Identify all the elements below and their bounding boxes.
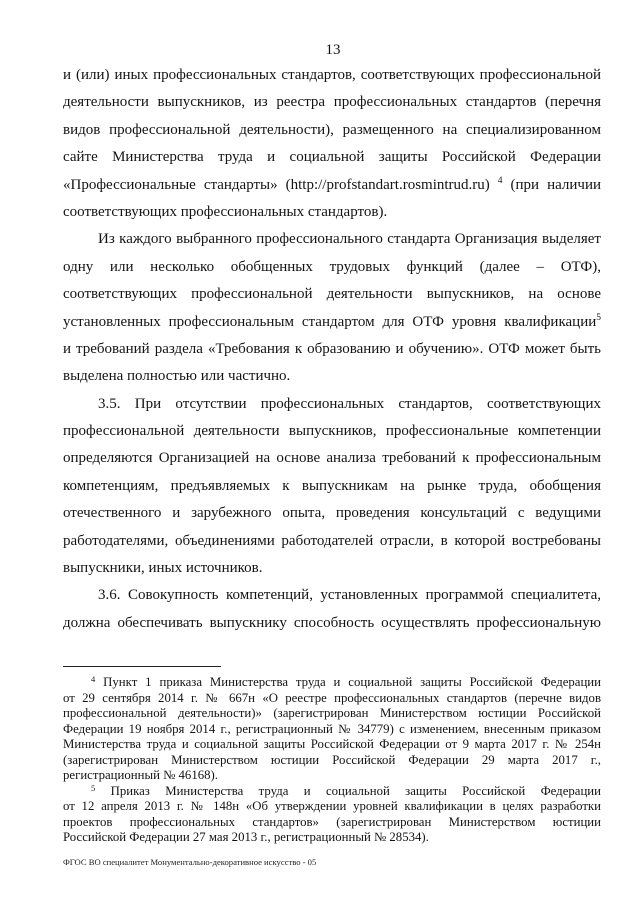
footnote-line: от 29 сентября 2014 г. № 667н «О реестре профессиональных стандартов (перечне видов [63, 690, 601, 705]
footnote [63, 675, 601, 784]
paragraph [63, 391, 601, 583]
text-segment: установленных профессиональным стандартом для ОТФ уровня квалификации [63, 313, 597, 330]
footnote-line: от 12 апреля 2013 г. № 148н «Об утверждении уровней квалификации в целях разработки [63, 799, 601, 814]
text-segment: «Профессиональные стандарты» (http://profstandart.rosmintrud.ru) [63, 176, 490, 193]
page-number: 13 [325, 42, 341, 58]
text-line: работодателями, объединениями работодателей отрасли, в которой востребованы [63, 532, 601, 549]
main-text [63, 62, 601, 637]
paragraph [63, 226, 601, 390]
text-line: выпускники, иных источников. [63, 560, 263, 577]
footnote-ref: 4 [497, 175, 503, 186]
paragraph [63, 62, 601, 226]
text-line: профессиональной деятельности выпускников, профессиональные компетенции [63, 423, 601, 440]
footnote [63, 784, 601, 846]
text-line: видов профессиональной деятельности), размещенного на специализированном [63, 121, 601, 138]
text-line: компетенциям, предъявляемых к выпускникам на рынке труда, обобщения [63, 477, 601, 494]
text-segment: (при наличии [510, 176, 601, 193]
footnotes [63, 675, 601, 846]
text-line: Из каждого выбранного профессионального стандарта Организация выделяет [98, 231, 601, 248]
footnote-line: Федерации 19 ноября 2014 г., регистрационный № 34779) с изменением, внесенным приказом [63, 721, 601, 736]
footnote-line: профессиональной деятельности)» (зарегистрирован Министерством юстиции Российской [63, 706, 601, 721]
footnote-ref: 5 [596, 312, 601, 323]
text-line: 3.5. При отсутствии профессиональных стандартов, соответствующих [98, 395, 601, 412]
footnote-line [63, 675, 601, 691]
footnote-line: (зарегистрирован Министерством юстиции Российской Федерации 29 марта 2017 г., [63, 752, 601, 767]
footnote-line: Российской Федерации 27 мая 2013 г., регистрационный № 28534). [63, 830, 429, 845]
footnote-text: Пункт 1 приказа Министерства труда и социальной защиты Российской Федерации [103, 675, 602, 689]
paragraph [63, 582, 601, 637]
footnote-line [63, 784, 601, 800]
text-line: выделена полностью или частично. [63, 368, 291, 385]
footnote-marker: 4 [91, 674, 96, 684]
text-line: соответствующих профессиональной деятельности выпускников, на основе [63, 286, 601, 303]
text-line: и (или) иных профессиональных стандартов, соответствующих профессиональной [63, 67, 601, 83]
text-line: 3.6. Совокупность компетенций, установленных программой специалитета, [98, 587, 601, 604]
text-line: деятельности выпускников, из реестра профессиональных стандартов (перечня [63, 94, 601, 111]
text-line: и требований раздела «Требования к образованию и обучению». ОТФ может быть [63, 340, 601, 357]
text-line: определяются Организацией на основе анализа требований к профессиональным [63, 450, 601, 467]
text-line: одну или несколько обобщенных трудовых функций (далее – ОТФ), [63, 258, 601, 275]
text-line [63, 309, 601, 336]
footnote-line: регистрационный № 46168). [63, 768, 218, 783]
text-line: отечественного и зарубежного опыта, проведения консультаций с ведущими [63, 505, 601, 522]
footnote-line: Министерства труда и социальной защиты Российской Федерации от 9 марта 2017 г. № 254н [63, 737, 601, 752]
text-line: соответствующих профессиональных стандартов). [63, 203, 388, 220]
text-line: должна обеспечивать выпускнику способность осуществлять профессиональную [63, 614, 601, 631]
document-footer: ФГОС ВО специалитет Монументально-декоративное искусство - 05 [63, 857, 317, 867]
text-line: сайте Министерства труда и социальной защиты Российской Федерации [63, 149, 601, 166]
footnote-text: Приказ Министерства труда и социальной защиты Российской Федерации [110, 783, 601, 798]
footnote-separator [63, 666, 221, 667]
text-line [63, 172, 601, 199]
footnote-line: проектов профессиональных стандартов» (зарегистрирован Министерством юстиции [63, 814, 601, 829]
footnote-marker: 5 [91, 782, 96, 793]
